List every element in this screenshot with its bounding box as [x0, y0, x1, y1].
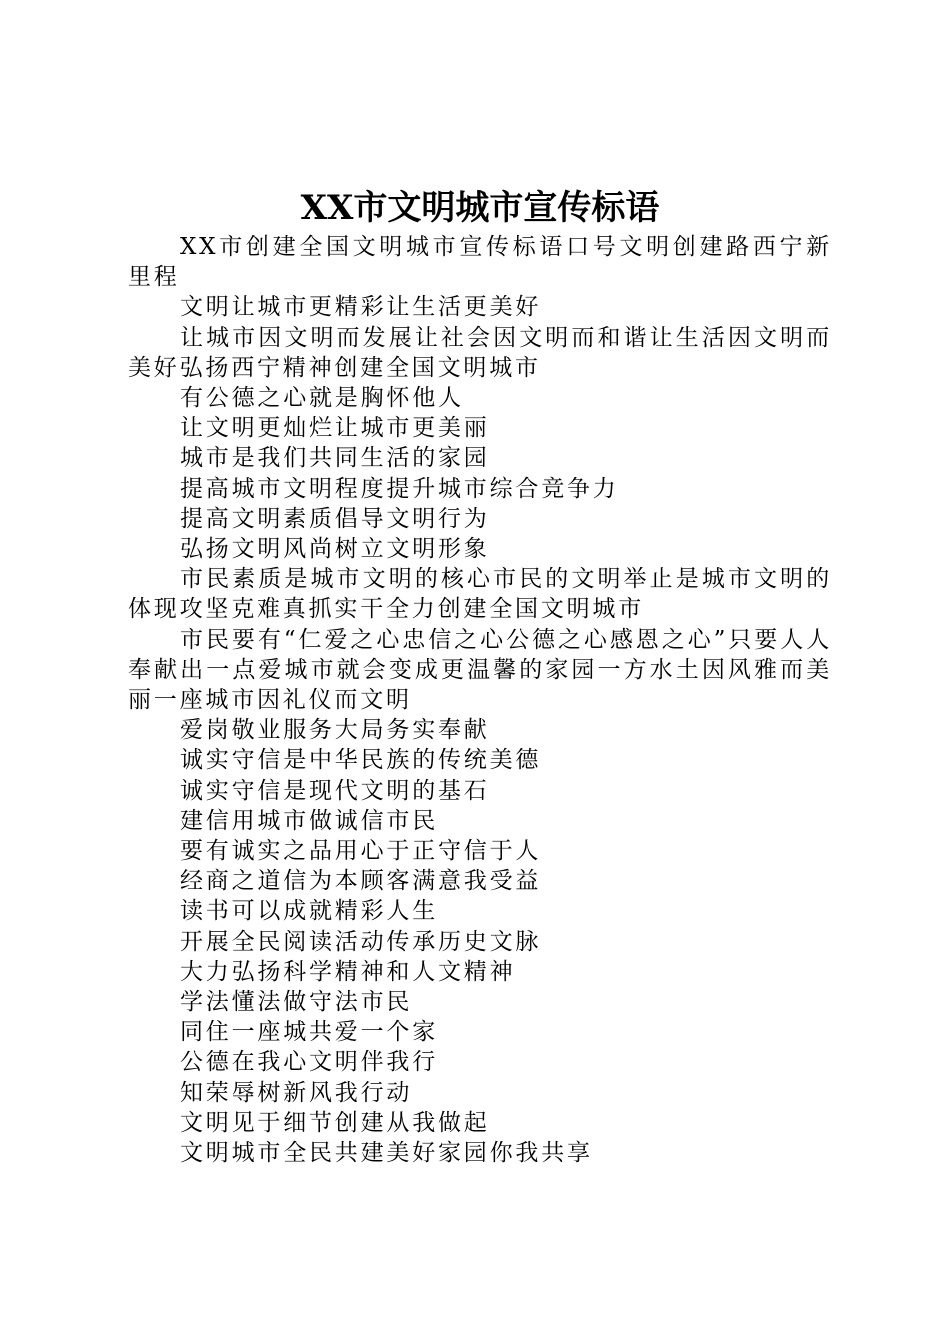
paragraph: 弘扬文明风尚树立文明形象 — [180, 536, 490, 563]
paragraph: 诚实守信是现代文明的基石 — [180, 777, 490, 804]
document-title: XX市文明城市宣传标语 — [300, 188, 660, 228]
paragraph: 让文明更灿烂让城市更美丽 — [180, 415, 490, 442]
paragraph: 知荣辱树新风我行动 — [180, 1079, 413, 1106]
paragraph: 提高文明素质倡导文明行为 — [180, 505, 490, 532]
paragraph: 文明见于细节创建从我做起 — [180, 1109, 490, 1136]
paragraph: XX市创建全国文明城市宣传标语口号文明创建路西宁新里程 — [128, 234, 832, 291]
document-page — [128, 186, 832, 1168]
paragraph: 读书可以成就精彩人生 — [180, 898, 438, 925]
paragraph: 开展全民阅读活动传承历史文脉 — [180, 928, 542, 955]
paragraph: 市民素质是城市文明的核心市民的文明举止是城市文明的体现攻坚克难真抓实干全力创建全国文明城市 — [128, 566, 832, 623]
paragraph: 经商之道信为本顾客满意我受益 — [180, 868, 542, 895]
paragraph: 学法懂法做守法市民 — [180, 989, 413, 1016]
paragraph: 有公德之心就是胸怀他人 — [180, 385, 464, 412]
paragraph: 文明让城市更精彩让生活更美好 — [180, 294, 542, 321]
paragraph: 大力弘扬科学精神和人文精神 — [180, 958, 516, 985]
paragraph: 市民要有“仁爱之心忠信之心公德之心感恩之心”只要人人奉献出一点爱城市就会变成更温馨的家园一方水土因风雅而美丽一座城市因礼仪而文明 — [128, 626, 832, 714]
paragraph: 爱岗敬业服务大局务实奉献 — [180, 717, 490, 744]
paragraph: 文明城市全民共建美好家园你我共享 — [180, 1140, 593, 1167]
paragraph: 公德在我心文明伴我行 — [180, 1049, 438, 1076]
paragraph: 城市是我们共同生活的家园 — [180, 445, 490, 472]
paragraph: 提高城市文明程度提升城市综合竞争力 — [180, 475, 619, 502]
document-body — [128, 232, 832, 1168]
paragraph: 建信用城市做诚信市民 — [180, 807, 438, 834]
paragraph: 诚实守信是中华民族的传统美德 — [180, 747, 542, 774]
paragraph: 要有诚实之品用心于正守信于人 — [180, 838, 542, 865]
paragraph: 同住一座城共爱一个家 — [180, 1019, 438, 1046]
paragraph: 让城市因文明而发展让社会因文明而和谐让生活因文明而美好弘扬西宁精神创建全国文明城市 — [128, 324, 832, 381]
